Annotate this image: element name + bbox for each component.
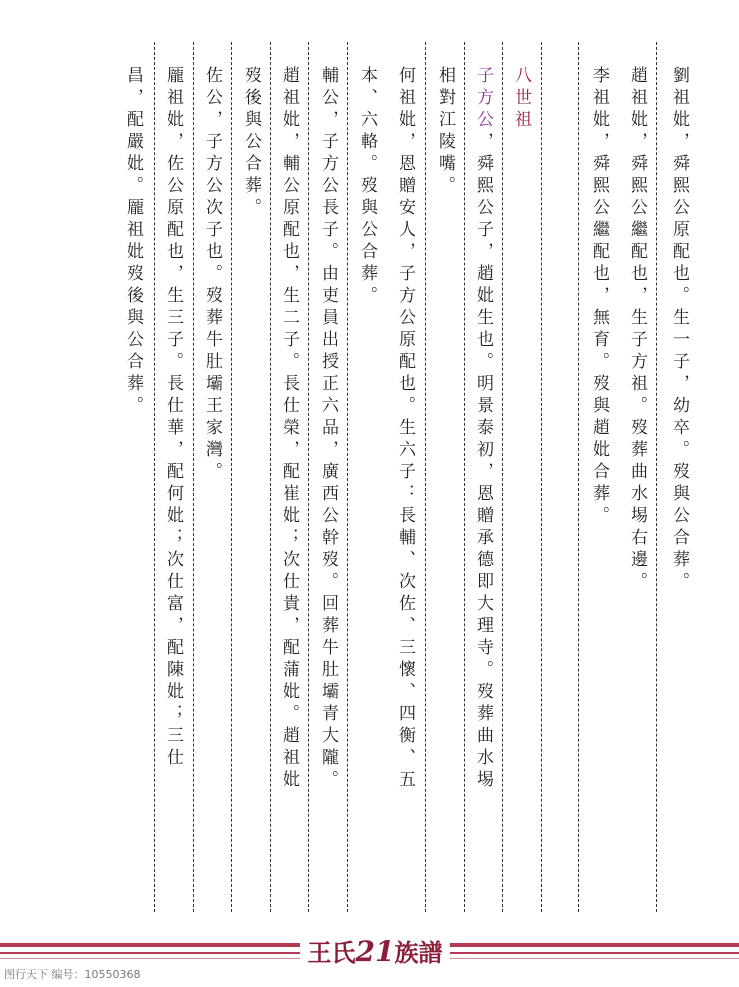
text-column-1 [664,66,694,594]
text-column-14 [118,66,148,418]
footer-title-a: 王氏 [307,938,356,967]
column-divider [347,42,348,912]
column-text: 劉祖妣，舜熙公原配也。生一子，幼卒。歿與公合葬。 [669,66,689,594]
footer-title [300,932,450,972]
column-divider [154,42,155,912]
column-divider [270,42,271,912]
text-column-2 [622,66,652,594]
watermark-text: 图行天下 编号：10550368 [4,968,141,981]
text-column-5 [468,66,498,792]
text-column-12 [236,66,266,220]
footer-title-number: 21 [355,935,395,968]
text-column-11 [197,66,227,484]
text-column-6 [390,66,420,792]
text-column-10 [274,66,304,792]
column-divider [656,42,657,912]
column-divider [464,42,465,912]
generation-heading: 八世祖 [511,66,531,132]
column-divider [308,42,309,912]
text-column-13 [158,66,188,770]
ancestor-name: 子方公 [473,66,493,132]
column-divider [231,42,232,912]
column-text: 佐公，子方公次子也。歿葬牛肚壩王家灣。 [202,66,222,484]
text-column-8 [352,66,382,308]
column-text: 龎祖妣，佐公原配也，生三子。長仕華，配何妣；次仕富，配陳妣；三仕 [163,66,183,770]
column-text: 李祖妣，舜熙公繼配也，無育。歿與趙妣合葬。 [589,66,609,528]
column-text: 何祖妣，恩贈安人，子方公原配也。生六子：長輔、次佐、三懷、四衡、五 [395,66,415,792]
column-divider [193,42,194,912]
column-text: 歿後與公合葬。 [241,66,261,220]
column-text: 昌，配嚴妣。龎祖妣歿後與公合葬。 [123,66,143,418]
column-text: ，舜熙公子，趙妣生也。明景泰初，恩贈承德即大理寺。歿葬曲水埸 [473,132,493,792]
column-divider [541,42,542,912]
text-column-9 [313,66,343,792]
text-column-4 [506,66,536,132]
column-divider [425,42,426,912]
column-text: 輔公，子方公長子。由吏員出授正六品，廣西公幹歿。回葬牛肚壩青大隴。 [318,66,338,792]
column-divider [578,42,579,912]
column-text: 趙祖妣，輔公原配也，生二子。長仕榮，配崔妣；次仕貴，配蒲妣。趙祖妣 [279,66,299,792]
column-text: 相對江陵嘴。 [435,66,455,198]
text-column-7 [430,66,460,198]
column-text: 趙祖妣，舜熙公繼配也，生子方祖。歿葬曲水埸右邊。 [627,66,647,594]
footer-title-b: 族譜 [394,938,443,967]
text-column-3 [584,66,614,528]
column-divider [502,42,503,912]
column-text: 本、六輅。歿與公合葬。 [357,66,377,308]
